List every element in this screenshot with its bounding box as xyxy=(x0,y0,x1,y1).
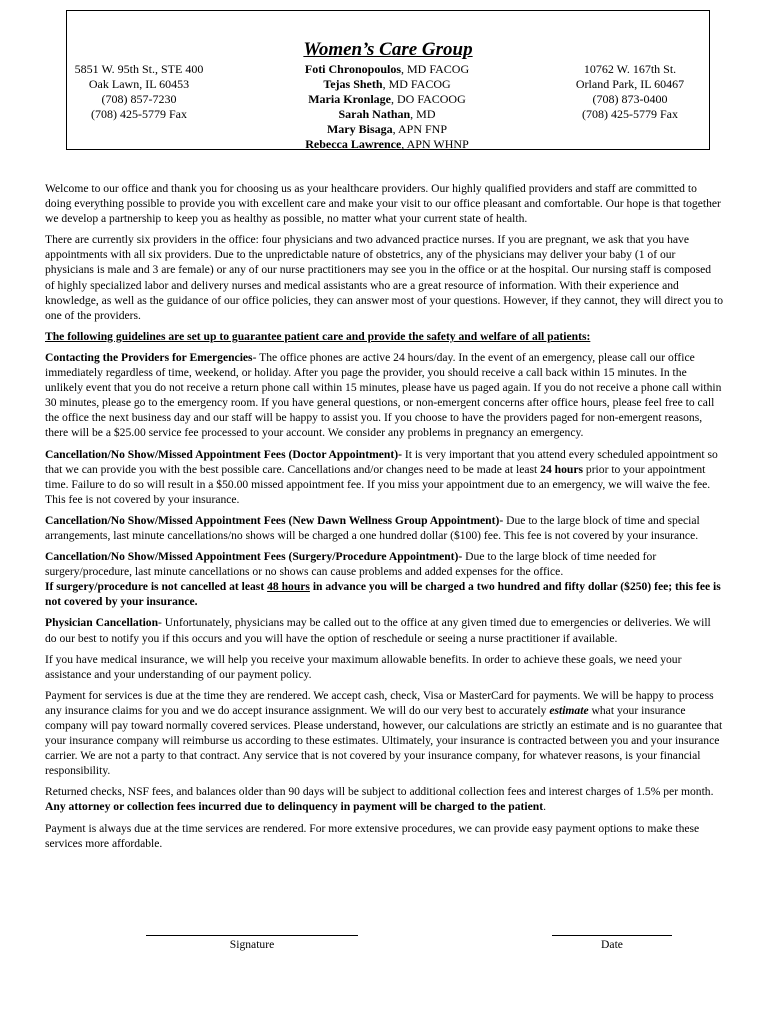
signature-field[interactable] xyxy=(146,924,358,951)
address-line: Orland Park, IL 60467 xyxy=(575,77,685,91)
payment-due-paragraph: Payment is always due at the time services are rendered. For more extensive procedures, we can provide easy payment options to make these services more affordable. xyxy=(45,821,700,850)
fax-line: (708) 425-5779 Fax xyxy=(582,107,678,121)
address-line: 5851 W. 95th St., STE 400 xyxy=(74,62,204,76)
phone-line: (708) 873-0400 xyxy=(592,92,668,106)
section-heading: Physician Cancellation xyxy=(45,616,159,630)
section-heading: Cancellation/No Show/Missed Appointment Fees (Surgery/Procedure Appointment)- xyxy=(45,550,463,564)
address-line: Oak Lawn, IL 60453 xyxy=(88,77,190,91)
doctor-cancellation-paragraph: Cancellation/No Show/Missed Appointment Fees (Doctor Appointment)- It is very important that you attend every scheduled appointment so that we can provide you with the best possible care. Cancellations and/or changes need to be made at least 24 hours prior to your appointment time. Failure to do so will result in a $50.00 missed appointment fee. If you miss your appointment due to an emergency, we will waive the fee. This fee is not covered by your insurance. xyxy=(45,447,718,506)
letterhead-box xyxy=(66,10,710,150)
payment-paragraph: Payment for services is due at the time they are rendered. We accept cash, check, Visa or MasterCard for payments. We will be happy to process any insurance claims for you and we do accept insurance assignment. We will do our very best to accurately estimate what your insurance company will pay toward normally covered services. Please understand, however, our calculations are strictly an estimate and is no guarantee that your insurance company will reimburse us according to these estimates. Ultimately, your insurance is contracted between you and your insurance carrier. We are not a party to that contract. Any service that is not covered by your insurance company, for whatever reasons, is your financial responsibility. xyxy=(45,688,723,778)
section-heading: Cancellation/No Show/Missed Appointment Fees (New Dawn Wellness Group Appointment)- xyxy=(45,513,504,527)
address-line: 10762 W. 167th St. xyxy=(583,62,677,76)
section-heading: Contacting the Providers for Emergencies xyxy=(45,350,253,364)
date-field[interactable] xyxy=(552,924,672,951)
phone-line: (708) 857-7230 xyxy=(101,92,177,106)
provider-list xyxy=(267,62,507,152)
policy-body xyxy=(45,181,723,857)
insurance-paragraph: If you have medical insurance, we will help you receive your maximum allowable benefits. In order to achieve these goals, we need your assistance and your understanding of our payment policy. xyxy=(45,652,682,681)
signature-line xyxy=(146,924,358,936)
section-heading: Cancellation/No Show/Missed Appointment Fees (Doctor Appointment)- xyxy=(45,447,402,461)
surgery-cancellation-paragraph: Cancellation/No Show/Missed Appointment Fees (Surgery/Procedure Appointment)- Due to the large block of time needed for surgery/procedure, last minute cancellations or no shows can cause problems and added expenses for the office. If surgery/procedure is not cancelled at least 48 hours in advance you will be charged a two hundred and fifty dollar ($250) fee; this fee is not covered by your insurance. xyxy=(45,550,721,609)
left-office-address xyxy=(69,62,209,122)
providers-paragraph: There are currently six providers in the office: four physicians and two advanced practice nurses. If you are pregnant, we ask that you have appointments with all six providers. Due to the unpredictable nature of obstetrics, any of the physicians may deliver your baby (1 of our physicians is male and 3 are female) or any of our nurse practitioners may see you in the office or at the hospital. Our nursing staff is composed of highly specialized labor and delivery nurses and medical assistants who are a great resource of information. With their experience and knowledge, as well as the guidance of our office policies, they can answer most of your questions. However, if they cannot, they will direct you to one of the providers. xyxy=(45,233,724,322)
provider-entry: Mary Bisaga, APN FNP xyxy=(326,122,448,136)
provider-entry: Rebecca Lawrence, APN WHNP xyxy=(305,137,469,151)
physician-cancellation-paragraph: Physician Cancellation- Unfortunately, physicians may be called out to the office at any given timed due to emergencies or deliveries. We will do our best to notify you if this occurs and you will have the option of reschedule or seeing a nurse practitioner if available. xyxy=(45,616,711,645)
right-office-address xyxy=(565,62,695,122)
date-label: Date xyxy=(601,938,623,951)
fax-line: (708) 425-5779 Fax xyxy=(91,107,187,121)
guidelines-heading: The following guidelines are set up to guarantee patient care and provide the safety and welfare of all patients: xyxy=(45,329,591,343)
provider-entry: Tejas Sheth, MD FACOG xyxy=(323,77,451,91)
provider-entry: Maria Kronlage, DO FACOOG xyxy=(308,92,466,106)
emergencies-paragraph: Contacting the Providers for Emergencies- The office phones are active 24 hours/day. In the event of an emergency, please call our office immediately regardless of time, weekend, or holiday. After you page the provider, you should receive a call back within 15 minutes. In the unlikely event that you do not receive a return phone call within 15 minutes, please have us paged again. If you do not receive a phone call within 30 minutes, please go to the emergency room. If you have general questions, or non-emergent concerns after office hours, please feel free to call the office the next business day and our staff will be happy to assist you. If you choose to have the providers paged for non-emergent reasons, there will be a $25.00 service fee processed to your account. We consider any problems in pregnancy an emergency. xyxy=(45,350,722,440)
wellness-cancellation-paragraph: Cancellation/No Show/Missed Appointment Fees (New Dawn Wellness Group Appointment)- Due to the large block of time and special arrangements, last minute cancellations/no shows will be charged a one hundred dollar ($100) fee. This fee is not covered by your insurance. xyxy=(45,513,700,542)
provider-entry: Sarah Nathan, MD xyxy=(338,107,436,121)
welcome-paragraph: Welcome to our office and thank you for choosing us as your healthcare providers. Our highly qualified providers and staff are committed to doing everything possible to provide you with excellent care and make your visit to our office pleasant and comfortable. Our hope is that together we develop a partnership to keep you as healthy as possible, no matter what your current state of health. xyxy=(45,182,721,226)
date-line xyxy=(552,924,672,936)
signature-label: Signature xyxy=(229,938,275,951)
provider-entry: Foti Chronopoulos, MD FACOG xyxy=(304,62,470,76)
practice-name: Women’s Care Group xyxy=(303,39,473,60)
returned-checks-paragraph: Returned checks, NSF fees, and balances older than 90 days will be subject to additional collection fees and interest charges of 1.5% per month. Any attorney or collection fees incurred due to delinquency in payment will be charged to the patient. xyxy=(45,785,714,814)
